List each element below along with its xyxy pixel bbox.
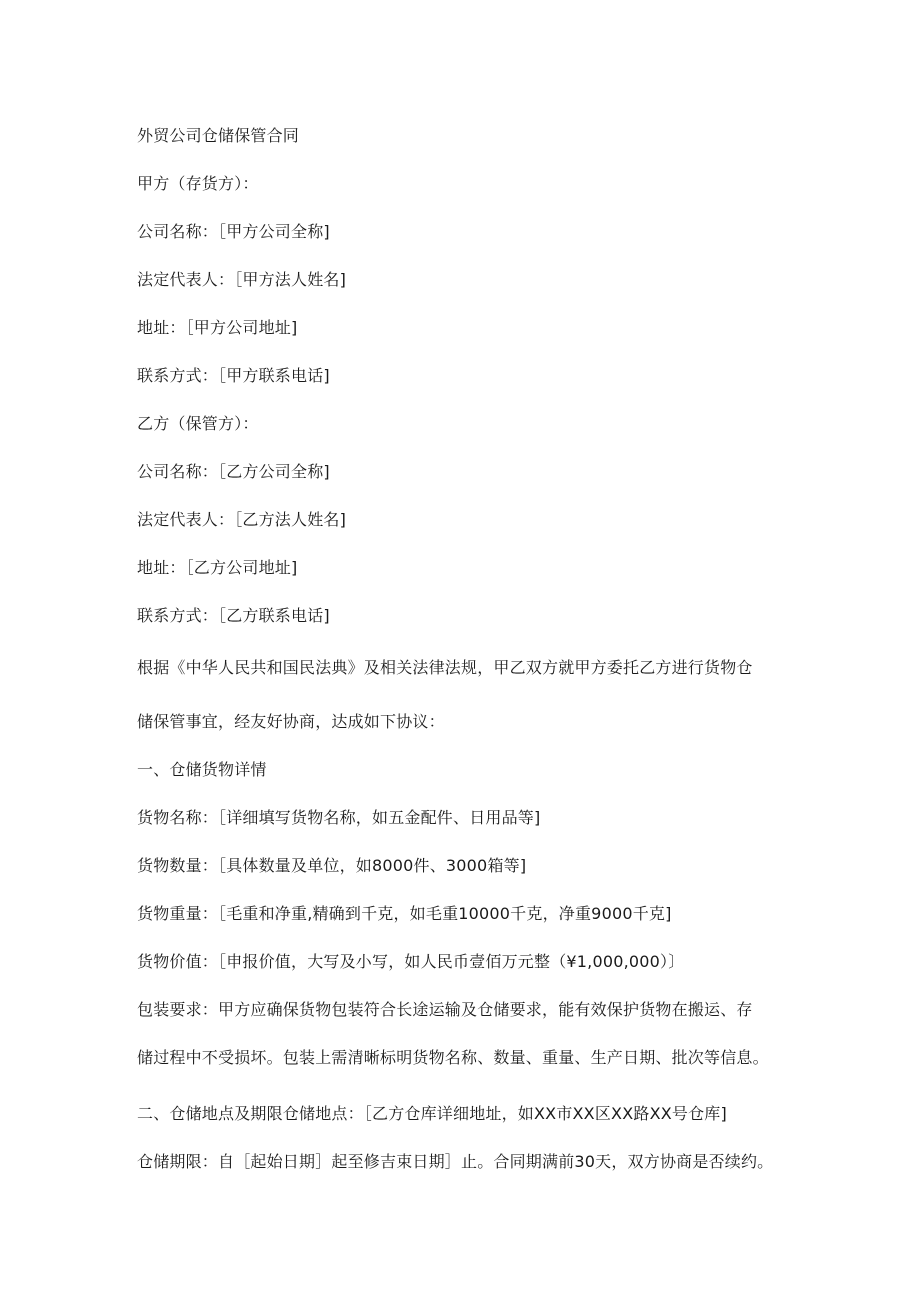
- party-a-contact: 联系方式：［甲方联系电话]: [137, 366, 330, 385]
- party-b-address: 地址：［乙方公司地址]: [137, 558, 298, 577]
- section-2-heading-location: 二、仓储地点及期限仓储地点：［乙方仓库详细地址，如XX市XX区XX路XX号仓库]: [137, 1104, 727, 1123]
- party-a-company: 公司名称：［甲方公司全称]: [137, 222, 330, 241]
- goods-value: 货物价值：［申报价值，大写及小写，如人民币壹佰万元整（¥1,000,000）〕: [137, 952, 685, 971]
- goods-name: 货物名称：［详细填写货物名称，如五金配件、日用品等]: [137, 808, 541, 827]
- party-b-legal-rep: 法定代表人：［乙方法人姓名]: [137, 510, 347, 529]
- party-b-heading: 乙方（保管方）：: [137, 414, 259, 433]
- party-b-company: 公司名称：［乙方公司全称]: [137, 462, 330, 481]
- preamble-line-2: 储保管事宜，经友好协商，达成如下协议：: [137, 712, 445, 731]
- section-1-heading: 一、仓储货物详情: [137, 760, 267, 779]
- party-b-contact: 联系方式：［乙方联系电话]: [137, 606, 330, 625]
- document-title: 外贸公司仓储保管合同: [137, 126, 300, 145]
- packaging-line-1: 包装要求：甲方应确保货物包装符合长途运输及仓储要求，能有效保护货物在搬运、存: [137, 1000, 753, 1019]
- party-a-legal-rep: 法定代表人：［甲方法人姓名]: [137, 270, 347, 289]
- goods-weight: 货物重量：［毛重和净重,精确到千克，如毛重10000千克，净重9000千克]: [137, 904, 672, 923]
- preamble-line-1: 根据《中华人民共和国民法典》及相关法律法规，甲乙双方就甲方委托乙方进行货物仓: [137, 658, 753, 677]
- goods-quantity: 货物数量：［具体数量及单位，如8000件、3000箱等]: [137, 856, 527, 875]
- storage-period: 仓储期限：自［起始日期］起至修吉束日期］止。合同期满前30天，双方协商是否续约。: [137, 1152, 774, 1171]
- packaging-line-2: 储过程中不受损坏。包装上需清晰标明货物名称、数量、重量、生产日期、批次等信息。: [137, 1048, 769, 1067]
- party-a-heading: 甲方（存货方）：: [137, 174, 259, 193]
- party-a-address: 地址：［甲方公司地址]: [137, 318, 298, 337]
